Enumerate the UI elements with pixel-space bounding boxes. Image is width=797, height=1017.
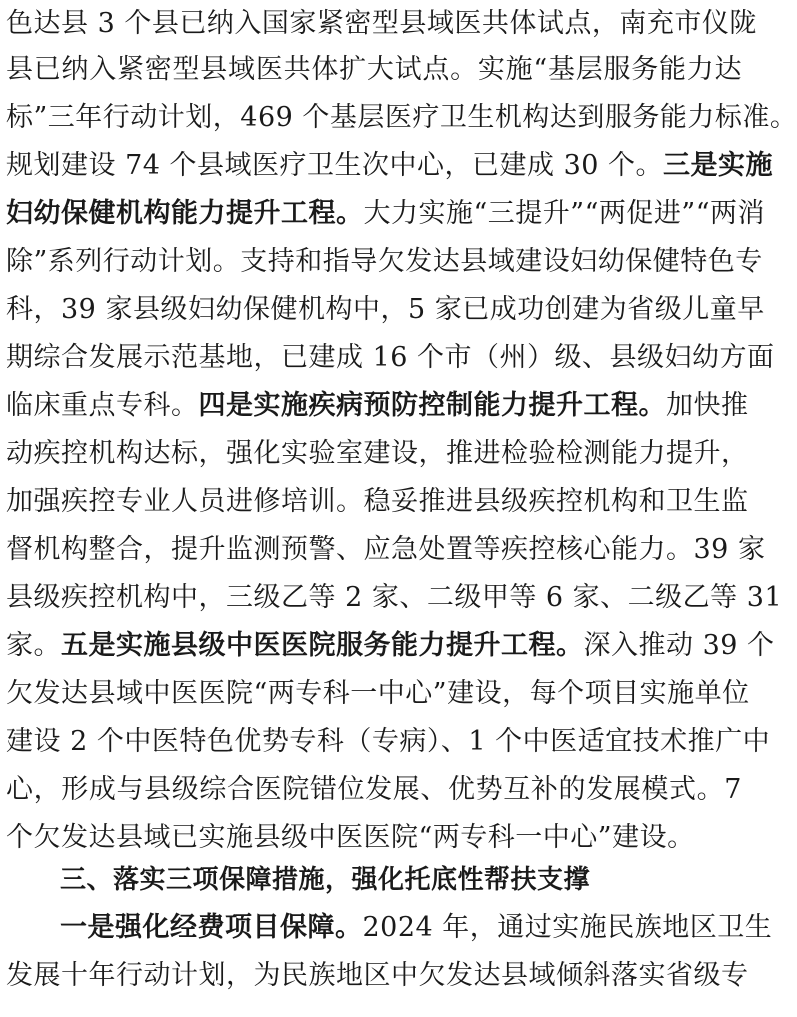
text-run: 个欠发达县域已实施县级中医医院“两专科一中心”建设。	[6, 822, 695, 853]
text-line	[6, 142, 774, 190]
text-line	[6, 622, 775, 670]
text-run: 除”系列行动计划。支持和指导欠发达县域建设妇幼保健特色专	[6, 246, 763, 277]
bold-text-run: 三是实施	[663, 150, 774, 181]
text-line	[6, 238, 763, 286]
bold-text-run: 妇幼保健机构能力提升工程。	[6, 198, 364, 229]
text-run: 色达县 3 个县已纳入国家紧密型县域医共体试点，南充市仪陇	[6, 8, 757, 39]
bold-text-run: 一是强化经费项目保障。	[60, 912, 363, 943]
text-run: 深入推动 39 个	[583, 630, 775, 661]
text-line	[6, 478, 749, 526]
text-run: 加快推	[666, 390, 749, 421]
text-line	[6, 286, 765, 334]
text-run: 欠发达县域中医医院“两专科一中心”建设，每个项目实施单位	[6, 678, 750, 709]
text-run: 动疾控机构达标，强化实验室建设，推进检验检测能力提升，	[6, 438, 749, 469]
text-run: 规划建设 74 个县域医疗卫生次中心，已建成 30 个。	[6, 150, 664, 181]
text-run: 家。	[6, 630, 61, 661]
text-line	[6, 670, 750, 718]
text-line	[6, 952, 749, 1000]
text-run: 发展十年行动计划，为民族地区中欠发达县域倾斜落实省级专	[6, 960, 749, 991]
text-line	[6, 94, 797, 142]
text-run: 科，39 家县级妇幼保健机构中，5 家已成功创建为省级儿童早	[6, 294, 765, 325]
bold-text-run: 四是实施疾病预防控制能力提升工程。	[198, 390, 666, 421]
text-line	[6, 526, 766, 574]
text-line	[6, 382, 749, 430]
text-run: 建设 2 个中医特色优势专科（专病）、1 个中医适宜技术推广中	[6, 726, 771, 757]
text-run: 标”三年行动计划，469 个基层医疗卫生机构达到服务能力标准。	[6, 102, 797, 133]
text-line	[6, 430, 749, 478]
text-run: 县级疾控机构中，三级乙等 2 家、二级甲等 6 家、二级乙等 31	[6, 582, 783, 613]
text-run: 心，形成与县级综合医院错位发展、优势互补的发展模式。7	[6, 774, 742, 805]
text-run: 大力实施“三提升”“两促进”“两消	[363, 198, 766, 229]
text-run: 县已纳入紧密型县域医共体扩大试点。实施“基层服务能力达	[6, 54, 742, 85]
text-line	[6, 46, 742, 94]
bold-text-run: 五是实施县级中医医院服务能力提升工程。	[61, 630, 584, 661]
text-run: 期综合发展示范基地，已建成 16 个市（州）级、县级妇幼方面	[6, 342, 775, 373]
text-line	[6, 814, 742, 862]
text-line	[6, 718, 771, 766]
text-line	[6, 574, 783, 622]
text-line	[6, 190, 766, 238]
text-line	[6, 766, 742, 814]
text-run: 临床重点专科。	[6, 390, 199, 421]
text-line	[6, 0, 757, 48]
text-run: 督机构整合，提升监测预警、应急处置等疾控核心能力。39 家	[6, 534, 766, 565]
section-heading: 三、落实三项保障措施，强化托底性帮扶支撑	[60, 865, 591, 895]
text-run: 2024 年，通过实施民族地区卫生	[362, 912, 773, 943]
text-line	[60, 904, 773, 952]
text-line	[6, 334, 775, 382]
text-run: 加强疾控专业人员进修培训。稳妥推进县级疾控机构和卫生监	[6, 486, 749, 517]
